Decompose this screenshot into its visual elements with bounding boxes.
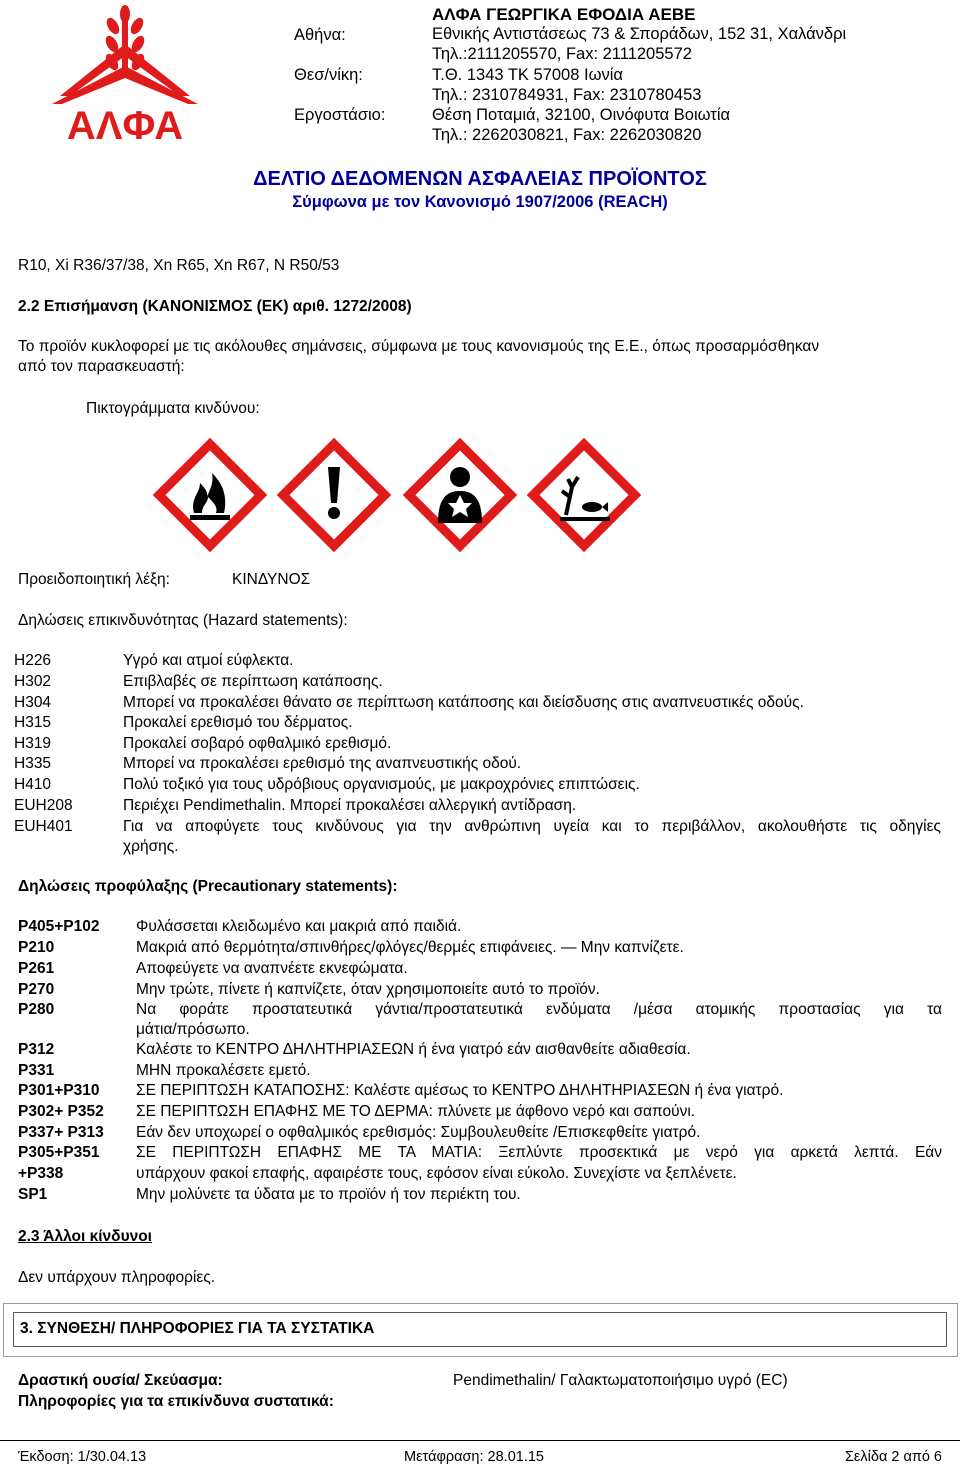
hazard-text: Περιέχει Pendimethalin. Μπορεί προκαλέσει αλλεργική αντίδραση. [123,797,577,814]
hazard-row [0,818,960,838]
precaution-code: P405+P102 [18,918,100,935]
hazard-row [0,673,960,693]
precaution-text: Να φοράτε προστατευτικά γάντια/προστατευτικά ενδύματα /μέσα ατομικής προστασίας για τα [136,1001,942,1018]
footer-page: Σελίδα 2 από 6 [844,1449,942,1465]
hazard-text: Προκαλεί σοβαρό οφθαλμικό ερεθισμό. [123,735,392,752]
hazard-text: Για να αποφύγετε τους κινδύνους για την ανθρώπινη υγεία και το περιβάλλον, ακολουθήστε τις οδηγίες [123,818,941,835]
hazard-code: H410 [14,776,52,793]
section-2-2-heading: 2.2 Επισήμανση (ΚΑΝΟΝΙΣΜΟΣ (ΕΚ) αριθ. 1272/2008) [18,298,412,315]
precaution-row [0,960,960,980]
section-3-box [3,1303,958,1357]
precaution-row [0,1165,960,1185]
pictograms-label: Πικτογράμματα κινδύνου: [86,400,260,417]
hazardous-components-label: Πληροφορίες για τα επικίνδυνα συστατικά: [18,1393,334,1410]
precaution-text: ΣΕ ΠΕΡΙΠΤΩΣΗ ΕΠΑΦΗΣ ΜΕ ΤΟ ΔΕΡΜΑ: πλύνετε με άφθονο νερό και σαπούνι. [136,1103,696,1120]
hazard-text: Προκαλεί ερεθισμό του δέρματος. [123,714,353,731]
document-title: ΔΕΛΤΙΟ ΔΕΔΟΜΕΝΩΝ ΑΣΦΑΛΕΙΑΣ ΠΡΟΪΟΝΤΟΣ [253,168,707,190]
precaution-code: P301+P310 [18,1082,100,1099]
precaution-code: P302+ P352 [18,1103,104,1120]
precaution-text: Αποφεύγετε να αναπνέετε εκνεφώματα. [136,960,408,977]
hazard-code: H319 [14,735,52,752]
precaution-text: Μην μολύνετε τα ύδατα με το προϊόν ή τον περιέκτη του. [136,1186,521,1203]
precaution-code: P210 [18,939,55,956]
section-3-heading: 3. ΣΥΝΘΕΣΗ/ ΠΛΗΡΟΦΟΡΙΕΣ ΓΙΑ ΤΑ ΣΥΣΤΑΤΙΚΑ [20,1320,375,1337]
hazard-row [0,776,960,796]
precaution-text: Εάν δεν υποχωρεί ο οφθαλμικός ερεθισμός: Συμβουλευθείτε /Επισκεφθείτε γιατρό. [136,1124,701,1141]
footer-translation: Μετάφραση: 28.01.15 [404,1449,544,1465]
hazard-text: Υγρό και ατμοί εύφλεκτα. [123,652,294,669]
precaution-text: Φυλάσσεται κλειδωμένο και μακριά από παιδιά. [136,918,462,935]
precaution-row [0,1001,960,1021]
athens-address: Εθνικής Αντιστάσεως 73 & Σποράδων, 152 31, Χαλάνδρι [432,25,847,43]
hazard-text: Επιβλαβές σε περίπτωση κατάποσης. [123,673,383,690]
precaution-row [0,1186,960,1206]
precaution-text: υπάρχουν φακοί επαφής, αφαιρέστε τους, εφόσον είναι εύκολο. Συνεχίστε να ξεπλένετε. [136,1165,737,1182]
precaution-text: ΜΗΝ προκαλέσετε εμετό. [136,1062,311,1079]
precaution-code: P270 [18,981,55,998]
precaution-code: SP1 [18,1186,48,1203]
precaution-code: P312 [18,1041,55,1058]
company-name: ΑΛΦΑ ΓΕΩΡΓΙΚΑ ΕΦΟΔΙΑ ΑΕΒΕ [432,5,696,24]
intro-line-1: Το προϊόν κυκλοφορεί με τις ακόλουθες σημάνσεις, σύμφωνα με τους κανονισμούς της Ε.Ε., όπως προσαρμόσθηκαν [18,338,820,355]
factory-phone: Τηλ.: 2262030821, Fax: 2262030820 [432,126,702,144]
footer-divider [0,1440,960,1442]
hazard-text: Μπορεί να προκαλέσει ερεθισμό της αναπνευστικής οδού. [123,755,522,772]
no-info-text: Δεν υπάρχουν πληροφορίες. [18,1269,216,1286]
athens-phone: Τηλ.:2111205570, Fax: 2111205572 [432,45,692,63]
thess-label: Θεσ/νίκη: [294,66,363,84]
hazard-row [0,652,960,672]
hazard-row [0,694,960,714]
precaution-text: Μακριά από θερμότητα/σπινθήρες/φλόγες/θερμές επιφάνειες. — Μην καπνίζετε. [136,939,684,956]
precaution-row [0,1124,960,1144]
document-subtitle: Σύμφωνα με τον Κανονισμό 1907/2006 (REACH) [292,193,668,211]
section-2-3-heading: 2.3 Άλλοι κίνδυνοι [18,1228,152,1245]
precaution-code: P280 [18,1001,55,1018]
hazard-code: EUH208 [14,797,73,814]
athens-label: Αθήνα: [294,26,346,44]
precaution-row [0,1062,960,1082]
hazard-code: H315 [14,714,52,731]
hazard-text: Μπορεί να προκαλέσει θάνατο σε περίπτωση κατάποσης και διείσδυσης στις αναπνευστικές οδούς. [123,694,804,711]
precaution-code: P331 [18,1062,55,1079]
precaution-text: Μην τρώτε, πίνετε ή καπνίζετε, όταν χρησιμοποιείτε αυτό το προϊόν. [136,981,600,998]
signal-word-label: Προειδοποιητική λέξη: [18,571,170,588]
factory-label: Εργοστάσιο: [294,106,386,124]
footer-edition: Έκδοση: 1/30.04.13 [18,1449,147,1465]
hazard-code: EUH401 [14,818,73,835]
precaution-code: P337+ P313 [18,1124,104,1141]
health-hazard-icon [402,437,518,553]
hazard-text-continued: χρήσης. [123,838,179,855]
hazard-row [0,797,960,817]
hazard-code: H226 [14,652,52,669]
precaution-text-continued: μάτια/πρόσωπο. [136,1021,250,1038]
precaution-row [0,939,960,959]
factory-address: Θέση Ποταμιά, 32100, Οινόφυτα Βοιωτία [432,106,731,124]
precaution-row [0,1144,960,1164]
hazard-statements-heading: Δηλώσεις επικινδυνότητας (Hazard statements): [18,612,348,629]
hazard-row [0,714,960,734]
precaution-text: Καλέστε το ΚΕΝΤΡΟ ΔΗΛΗΤΗΡΙΑΣΕΩΝ ή ένα γιατρό εάν αισθανθείτε αδιαθεσία. [136,1041,691,1058]
hazard-row [0,755,960,775]
hazard-code: H302 [14,673,52,690]
hazard-row [0,735,960,755]
precaution-text: ΣΕ ΠΕΡΙΠΤΩΣΗ ΚΑΤΑΠΟΣΗΣ: Καλέστε αμέσως το ΚΕΝΤΡΟ ΔΗΛΗΤΗΡΙΑΣΕΩΝ ή ένα γιατρό. [136,1082,784,1099]
thess-phone: Τηλ.: 2310784931, Fax: 2310780453 [432,86,702,104]
precaution-code: +P338 [18,1165,64,1182]
hazard-text: Πολύ τοξικό για τους υδρόβιους οργανισμούς, με μακροχρόνιες επιπτώσεις. [123,776,640,793]
active-substance-label: Δραστική ουσία/ Σκεύασμα: [18,1372,223,1389]
precaution-row [0,918,960,938]
hazard-code: H304 [14,694,52,711]
precaution-text: ΣΕ ΠΕΡΙΠΤΩΣΗ ΕΠΑΦΗΣ ΜΕ ΤΑ ΜΑΤΙΑ: Ξεπλύντε προσεκτικά με νερό για αρκετά λεπτά. Εάν [136,1144,942,1161]
hazard-code: H335 [14,755,52,772]
precaution-row [0,981,960,1001]
signal-word: ΚΙΝΔΥΝΟΣ [232,571,311,588]
precaution-row [0,1082,960,1102]
r-phrases: R10, Xi R36/37/38, Xn R65, Xn R67, N R50/53 [18,257,340,274]
logo-text: ΑΛΦΑ [66,104,184,144]
flame-icon [152,437,268,553]
precaution-row [0,1041,960,1061]
alfa-logo [30,4,220,144]
section-3-inner [13,1312,947,1347]
thess-address: Τ.Θ. 1343 ΤΚ 57008 Ιωνία [432,66,623,84]
intro-line-2: από τον παρασκευαστή: [18,358,185,375]
precaution-code: P261 [18,960,55,977]
environment-icon [526,437,642,553]
exclamation-icon [276,437,392,553]
precautionary-heading: Δηλώσεις προφύλαξης (Precautionary statements): [18,878,398,895]
precaution-code: P305+P351 [18,1144,100,1161]
precaution-row [0,1103,960,1123]
active-substance-value: Pendimethalin/ Γαλακτωματοποιήσιμο υγρό (EC) [453,1372,788,1389]
